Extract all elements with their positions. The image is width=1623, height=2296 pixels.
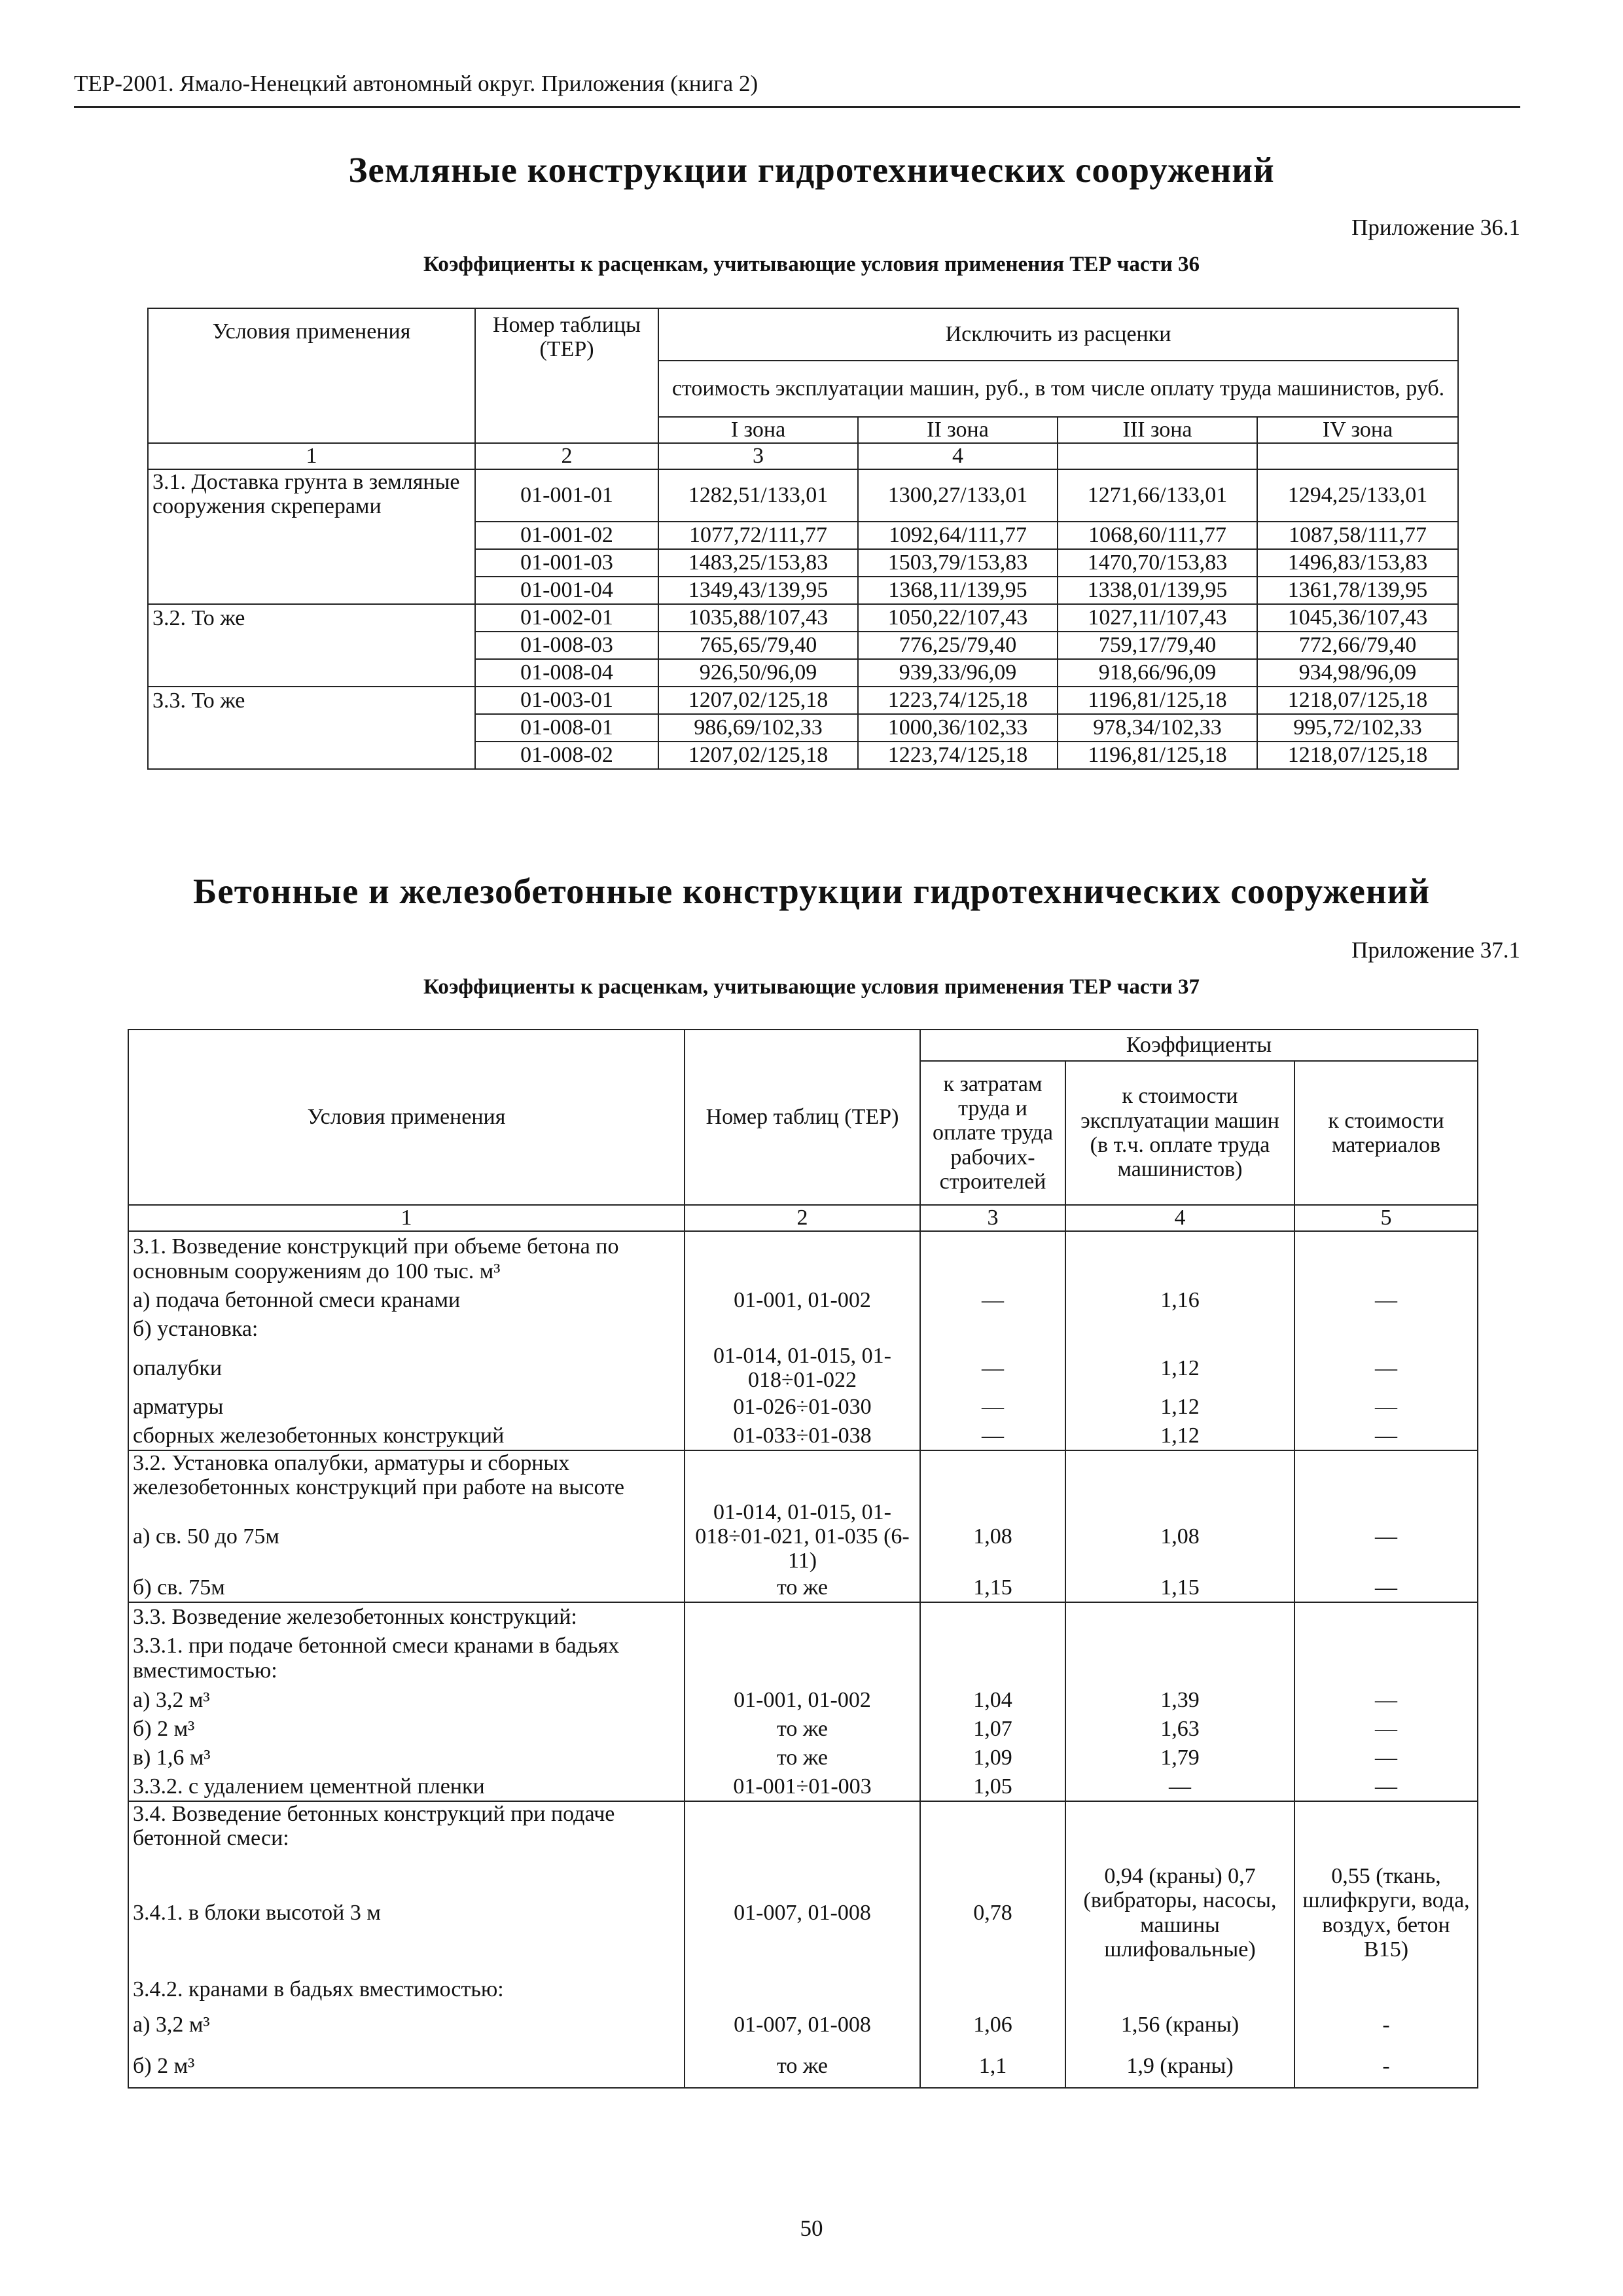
cell-materials-coef — [1294, 1801, 1478, 1851]
cell-labor-coef: — — [920, 1344, 1065, 1393]
section1-appendix: Приложение 36.1 — [1351, 215, 1520, 240]
header-zone: IV зона — [1257, 417, 1458, 443]
cell-zone-value: 1087,58/111,77 — [1257, 522, 1458, 549]
cell-zone-value: 1368,11/139,95 — [858, 577, 1058, 604]
table-row — [128, 1801, 1478, 1851]
cell-table-number — [685, 1602, 920, 1631]
cell-table-number: 01-033÷01-038 — [685, 1422, 920, 1450]
cell-table-number — [685, 1315, 920, 1344]
cell-materials-coef — [1294, 1975, 1478, 2004]
cell-materials-coef: — — [1294, 1344, 1478, 1393]
cell-materials-coef: - — [1294, 2004, 1478, 2046]
cell-labor-coef — [920, 1801, 1065, 1851]
cell-labor-coef — [920, 1631, 1065, 1686]
cell-table-number: 01-007, 01-008 — [685, 2004, 920, 2046]
cell-materials-coef: 0,55 (ткань, шлифкруги, вода, воздух, бетон В15) — [1294, 1851, 1478, 1975]
cell-table-number: 01-001-01 — [475, 469, 658, 522]
cell-labor-coef — [920, 1231, 1065, 1286]
cell-labor-coef — [920, 1450, 1065, 1500]
cell-zone-value: 1223,74/125,18 — [858, 742, 1058, 769]
cell-zone-value: 1050,22/107,43 — [858, 604, 1058, 632]
table-row — [148, 522, 1458, 549]
cell-zone-value: 1294,25/133,01 — [1257, 469, 1458, 522]
header-zone: II зона — [858, 417, 1058, 443]
cell-labor-coef — [920, 1315, 1065, 1344]
cell-machines-coef — [1065, 1975, 1294, 2004]
cell-labor-coef: 1,15 — [920, 1573, 1065, 1602]
section2-appendix: Приложение 37.1 — [1351, 937, 1520, 963]
cell-zone-value: 926,50/96,09 — [658, 659, 858, 687]
cell-zone-value: 1300,27/133,01 — [858, 469, 1058, 522]
cell-zone-value: 1068,60/111,77 — [1058, 522, 1257, 549]
cell-conditions: в) 1,6 м³ — [128, 1744, 685, 1772]
cell-zone-value: 1045,36/107,43 — [1257, 604, 1458, 632]
table-36 — [147, 308, 1459, 770]
header-exclude: Исключить из расценки — [658, 308, 1458, 361]
cell-conditions: а) св. 50 до 75м — [128, 1500, 685, 1573]
cell-table-number: 01-008-02 — [475, 742, 658, 769]
cell-zone-value: 1361,78/139,95 — [1257, 577, 1458, 604]
cell-conditions: а) подача бетонной смеси кранами — [128, 1286, 685, 1315]
cell-machines-coef — [1065, 1315, 1294, 1344]
table-row — [128, 1602, 1478, 1631]
cell-machines-coef: 1,12 — [1065, 1344, 1294, 1393]
table-row — [128, 1231, 1478, 1286]
header-table-number: Номер таблиц (ТЕР) — [685, 1030, 920, 1205]
col-number — [1058, 443, 1257, 469]
table-row — [128, 1315, 1478, 1344]
cell-zone-value: 1349,43/139,95 — [658, 577, 858, 604]
cell-materials-coef: — — [1294, 1686, 1478, 1715]
cell-machines-coef: 1,12 — [1065, 1422, 1294, 1450]
cell-labor-coef: — — [920, 1422, 1065, 1450]
cell-table-number: 01-001-04 — [475, 577, 658, 604]
cell-machines-coef: — — [1065, 1772, 1294, 1801]
table-row — [148, 577, 1458, 604]
cell-table-number: 01-001÷01-003 — [685, 1772, 920, 1801]
cell-zone-value: 1496,83/153,83 — [1257, 549, 1458, 577]
cell-zone-value: 1077,72/111,77 — [658, 522, 858, 549]
header-zone: III зона — [1058, 417, 1257, 443]
header-materials: к стоимости материалов — [1294, 1061, 1478, 1205]
table-row — [148, 659, 1458, 687]
cell-conditions: 3.3.2. с удалением цементной пленки — [128, 1772, 685, 1801]
cell-machines-coef: 0,94 (краны) 0,7 (вибраторы, насосы, машины шлифовальные) — [1065, 1851, 1294, 1975]
cell-zone-value: 1503,79/153,83 — [858, 549, 1058, 577]
cell-labor-coef: — — [920, 1286, 1065, 1315]
cell-conditions — [148, 714, 475, 742]
cell-table-number: то же — [685, 1715, 920, 1744]
cell-table-number: 01-001, 01-002 — [685, 1286, 920, 1315]
cell-conditions: 3.1. Доставка грунта в земляные сооружения скреперами — [148, 469, 475, 522]
cell-table-number: 01-001, 01-002 — [685, 1686, 920, 1715]
table-row — [128, 1715, 1478, 1744]
cell-materials-coef — [1294, 1315, 1478, 1344]
header-table-number: Номер таблицы (ТЕР) — [475, 308, 658, 443]
cell-machines-coef: 1,08 — [1065, 1500, 1294, 1573]
cell-materials-coef — [1294, 1631, 1478, 1686]
cell-table-number — [685, 1231, 920, 1286]
table-row — [128, 1393, 1478, 1422]
cell-zone-value: 1196,81/125,18 — [1058, 742, 1257, 769]
cell-labor-coef: 1,09 — [920, 1744, 1065, 1772]
cell-table-number: то же — [685, 1573, 920, 1602]
header-conditions: Условия применения — [148, 308, 475, 443]
table-row — [128, 1286, 1478, 1315]
header-zone: I зона — [658, 417, 858, 443]
cell-labor-coef: 1,07 — [920, 1715, 1065, 1744]
cell-conditions: 3.4.2. кранами в бадьях вместимостью: — [128, 1975, 685, 2004]
table-row — [128, 1686, 1478, 1715]
cell-machines-coef: 1,15 — [1065, 1573, 1294, 1602]
cell-table-number: 01-008-04 — [475, 659, 658, 687]
cell-zone-value: 1196,81/125,18 — [1058, 687, 1257, 714]
cell-conditions: опалубки — [128, 1344, 685, 1393]
cell-table-number: 01-008-01 — [475, 714, 658, 742]
cell-zone-value: 1027,11/107,43 — [1058, 604, 1257, 632]
table-row — [128, 1573, 1478, 1602]
col-number: 2 — [475, 443, 658, 469]
page-number: 50 — [800, 2215, 823, 2241]
cell-zone-value: 986,69/102,33 — [658, 714, 858, 742]
cell-materials-coef: — — [1294, 1744, 1478, 1772]
cell-zone-value: 1282,51/133,01 — [658, 469, 858, 522]
header-machine-cost: стоимость эксплуатации машин, руб., в том числе оплату труда машинистов, руб. — [658, 361, 1458, 417]
cell-machines-coef — [1065, 1450, 1294, 1500]
cell-machines-coef: 1,12 — [1065, 1393, 1294, 1422]
cell-table-number: 01-002-01 — [475, 604, 658, 632]
table-row — [128, 1744, 1478, 1772]
table-row — [148, 687, 1458, 714]
table-row — [128, 1450, 1478, 1500]
cell-labor-coef — [920, 1602, 1065, 1631]
cell-materials-coef: — — [1294, 1422, 1478, 1450]
cell-table-number: 01-001-02 — [475, 522, 658, 549]
cell-conditions: 3.4. Возведение бетонных конструкций при подаче бетонной смеси: — [128, 1801, 685, 1851]
cell-table-number: то же — [685, 1744, 920, 1772]
cell-zone-value: 978,34/102,33 — [1058, 714, 1257, 742]
cell-conditions: б) св. 75м — [128, 1573, 685, 1602]
cell-labor-coef: 0,78 — [920, 1851, 1065, 1975]
section2-title: Бетонные и железобетонные конструкции гидротехнических сооружений — [192, 871, 1431, 911]
col-number: 1 — [128, 1205, 685, 1231]
cell-materials-coef: — — [1294, 1772, 1478, 1801]
cell-zone-value: 1223,74/125,18 — [858, 687, 1058, 714]
col-number: 3 — [920, 1205, 1065, 1231]
table-row — [128, 1772, 1478, 1801]
header-machines: к стоимости эксплуатации машин (в т.ч. оплате труда машинистов) — [1065, 1061, 1294, 1205]
cell-zone-value: 1035,88/107,43 — [658, 604, 858, 632]
cell-conditions — [148, 522, 475, 549]
cell-labor-coef: 1,08 — [920, 1500, 1065, 1573]
cell-labor-coef: 1,05 — [920, 1772, 1065, 1801]
cell-table-number: то же — [685, 2046, 920, 2088]
cell-zone-value: 1207,02/125,18 — [658, 742, 858, 769]
cell-zone-value: 1338,01/139,95 — [1058, 577, 1257, 604]
cell-machines-coef: 1,79 — [1065, 1744, 1294, 1772]
cell-table-number: 01-014, 01-015, 01-018÷01-022 — [685, 1344, 920, 1393]
cell-zone-value: 1218,07/125,18 — [1257, 687, 1458, 714]
cell-conditions: 3.3. Возведение железобетонных конструкций: — [128, 1602, 685, 1631]
cell-materials-coef — [1294, 1450, 1478, 1500]
col-number: 4 — [1065, 1205, 1294, 1231]
cell-zone-value: 776,25/79,40 — [858, 632, 1058, 659]
cell-machines-coef: 1,56 (краны) — [1065, 2004, 1294, 2046]
table-row — [148, 549, 1458, 577]
cell-zone-value: 1000,36/102,33 — [858, 714, 1058, 742]
table-row — [128, 2004, 1478, 2046]
cell-materials-coef: - — [1294, 2046, 1478, 2088]
cell-zone-value: 934,98/96,09 — [1257, 659, 1458, 687]
header-coefficients: Коэффициенты — [920, 1030, 1478, 1061]
cell-table-number: 01-014, 01-015, 01-018÷01-021, 01-035 (6-11) — [685, 1500, 920, 1573]
cell-materials-coef: — — [1294, 1393, 1478, 1422]
cell-conditions — [148, 742, 475, 769]
cell-labor-coef — [920, 1975, 1065, 2004]
cell-zone-value: 1470,70/153,83 — [1058, 549, 1257, 577]
table-row — [128, 1344, 1478, 1393]
cell-labor-coef: 1,1 — [920, 2046, 1065, 2088]
table-row — [128, 1631, 1478, 1686]
cell-labor-coef: — — [920, 1393, 1065, 1422]
cell-table-number: 01-003-01 — [475, 687, 658, 714]
col-number: 3 — [658, 443, 858, 469]
cell-zone-value: 772,66/79,40 — [1257, 632, 1458, 659]
cell-table-number: 01-008-03 — [475, 632, 658, 659]
cell-zone-value: 918,66/96,09 — [1058, 659, 1257, 687]
cell-conditions: 3.2. Установка опалубки, арматуры и сборных железобетонных конструкций при работе на высоте — [128, 1450, 685, 1500]
cell-labor-coef: 1,04 — [920, 1686, 1065, 1715]
cell-machines-coef: 1,39 — [1065, 1686, 1294, 1715]
cell-labor-coef: 1,06 — [920, 2004, 1065, 2046]
table-row — [128, 1500, 1478, 1573]
cell-table-number — [685, 1801, 920, 1851]
table-row — [128, 2046, 1478, 2088]
col-number: 1 — [148, 443, 475, 469]
cell-zone-value: 1218,07/125,18 — [1257, 742, 1458, 769]
cell-conditions: сборных железобетонных конструкций — [128, 1422, 685, 1450]
table-37 — [128, 1029, 1478, 2089]
section2-caption: Коэффициенты к расценкам, учитывающие условия применения ТЕР части 37 — [423, 975, 1200, 999]
table-row — [148, 714, 1458, 742]
cell-conditions: б) 2 м³ — [128, 2046, 685, 2088]
col-number: 2 — [685, 1205, 920, 1231]
cell-zone-value: 1207,02/125,18 — [658, 687, 858, 714]
cell-zone-value: 759,17/79,40 — [1058, 632, 1257, 659]
cell-conditions: 3.1. Возведение конструкций при объеме бетона по основным сооружениям до 100 тыс. м³ — [128, 1231, 685, 1286]
cell-conditions: а) 3,2 м³ — [128, 2004, 685, 2046]
cell-zone-value: 939,33/96,09 — [858, 659, 1058, 687]
cell-machines-coef — [1065, 1602, 1294, 1631]
table-row — [148, 742, 1458, 769]
cell-machines-coef — [1065, 1631, 1294, 1686]
cell-conditions: 3.3. То же — [148, 687, 475, 714]
cell-machines-coef: 1,63 — [1065, 1715, 1294, 1744]
cell-conditions — [148, 577, 475, 604]
section1-title: Земляные конструкции гидротехнических сооружений — [348, 150, 1275, 190]
cell-conditions: 3.3.1. при подаче бетонной смеси кранами в бадьях вместимостью: — [128, 1631, 685, 1686]
cell-conditions: 3.2. То же — [148, 604, 475, 632]
cell-zone-value: 1483,25/153,83 — [658, 549, 858, 577]
col-number: 4 — [858, 443, 1058, 469]
cell-zone-value: 995,72/102,33 — [1257, 714, 1458, 742]
col-number — [1257, 443, 1458, 469]
cell-materials-coef: — — [1294, 1573, 1478, 1602]
table-row — [128, 1975, 1478, 2004]
cell-conditions: 3.4.1. в блоки высотой 3 м — [128, 1851, 685, 1975]
cell-materials-coef: — — [1294, 1500, 1478, 1573]
table-row — [148, 632, 1458, 659]
cell-materials-coef: — — [1294, 1286, 1478, 1315]
table-row — [148, 604, 1458, 632]
table-row — [128, 1851, 1478, 1975]
cell-conditions: арматуры — [128, 1393, 685, 1422]
cell-conditions — [148, 659, 475, 687]
cell-conditions — [148, 549, 475, 577]
cell-machines-coef: 1,9 (краны) — [1065, 2046, 1294, 2088]
cell-zone-value: 1271,66/133,01 — [1058, 469, 1257, 522]
cell-materials-coef: — — [1294, 1715, 1478, 1744]
col-number: 5 — [1294, 1205, 1478, 1231]
cell-materials-coef — [1294, 1231, 1478, 1286]
running-header: ТЕР-2001. Ямало-Ненецкий автономный округ. Приложения (книга 2) — [74, 71, 1520, 108]
header-labor: к затратам труда и оплате труда рабочих-строителей — [920, 1061, 1065, 1205]
cell-table-number: 01-007, 01-008 — [685, 1851, 920, 1975]
cell-conditions: б) 2 м³ — [128, 1715, 685, 1744]
cell-table-number: 01-001-03 — [475, 549, 658, 577]
cell-zone-value: 765,65/79,40 — [658, 632, 858, 659]
cell-table-number — [685, 1631, 920, 1686]
cell-table-number: 01-026÷01-030 — [685, 1393, 920, 1422]
cell-machines-coef: 1,16 — [1065, 1286, 1294, 1315]
cell-machines-coef — [1065, 1231, 1294, 1286]
cell-conditions: а) 3,2 м³ — [128, 1686, 685, 1715]
cell-machines-coef — [1065, 1801, 1294, 1851]
table-row — [128, 1422, 1478, 1450]
header-conditions: Условия применения — [128, 1030, 685, 1205]
table-row — [148, 469, 1458, 522]
cell-table-number — [685, 1975, 920, 2004]
section1-caption: Коэффициенты к расценкам, учитывающие условия применения ТЕР части 36 — [423, 253, 1200, 276]
cell-zone-value: 1092,64/111,77 — [858, 522, 1058, 549]
cell-conditions — [148, 632, 475, 659]
cell-table-number — [685, 1450, 920, 1500]
cell-materials-coef — [1294, 1602, 1478, 1631]
cell-conditions: б) установка: — [128, 1315, 685, 1344]
